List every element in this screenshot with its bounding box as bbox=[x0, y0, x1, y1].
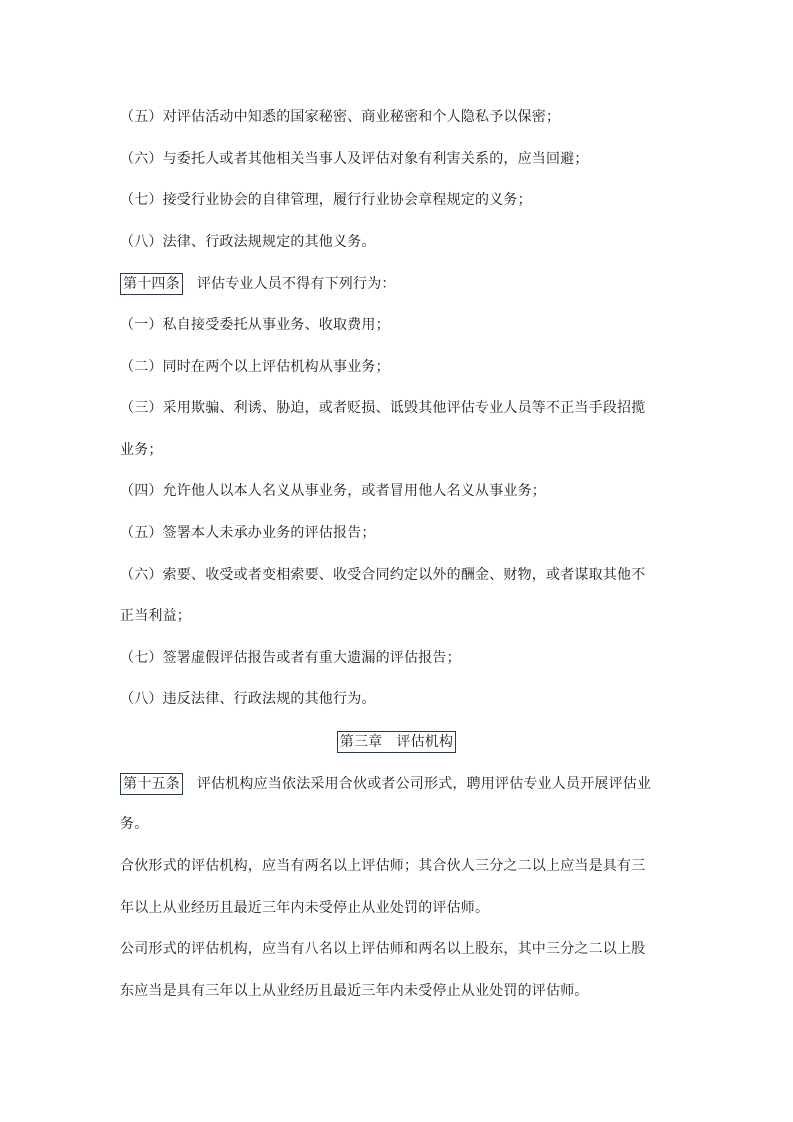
paragraph-line: 务。 bbox=[120, 816, 149, 832]
paragraph-line: 东应当是具有三年以上从业经历且最近三年内未受停止从业处罚的评估师。 bbox=[120, 983, 589, 999]
clause-line: 业务； bbox=[120, 442, 163, 458]
paragraph-line: 合伙形式的评估机构，应当有两名以上评估师；其合伙人三分之二以上应当是具有三 bbox=[120, 858, 646, 874]
chapter-label: 第三章 bbox=[339, 734, 383, 750]
clause-line: 正当利益； bbox=[120, 608, 191, 624]
clause-line: （六）与委托人或者其他相关当事人及评估对象有利害关系的，应当回避； bbox=[120, 151, 589, 167]
article-14-text: 评估专业人员不得有下列行为： bbox=[196, 276, 396, 292]
article-14-heading bbox=[120, 273, 680, 295]
clause-line: （七）签署虚假评估报告或者有重大遗漏的评估报告； bbox=[120, 650, 461, 666]
article-15-heading bbox=[120, 773, 680, 795]
article-14-label: 第十四条 bbox=[120, 273, 183, 295]
clause-line: （三）采用欺骗、利诱、胁迫，或者贬损、诋毁其他评估专业人员等不正当手段招揽 bbox=[120, 400, 646, 416]
clause-line: （五）签署本人未承办业务的评估报告； bbox=[120, 525, 376, 541]
article-15-text: 评估机构应当依法采用合伙或者公司形式，聘用评估专业人员开展评估业 bbox=[196, 776, 652, 792]
paragraph-line: 年以上从业经历且最近三年内未受停止从业处罚的评估师。 bbox=[120, 900, 490, 916]
clause-line: （一）私自接受委托从事业务、收取费用； bbox=[120, 317, 390, 333]
clause-line: （二）同时在两个以上评估机构从事业务； bbox=[120, 359, 390, 375]
clause-line: （七）接受行业协会的自律管理，履行行业协会章程规定的义务； bbox=[120, 192, 532, 208]
clause-line: （六）索要、收受或者变相索要、收受合同约定以外的酬金、财物，或者谋取其他不 bbox=[120, 567, 646, 583]
paragraph-line: 公司形式的评估机构，应当有八名以上评估师和两名以上股东，其中三分之二以上股 bbox=[120, 941, 646, 957]
article-15-label: 第十五条 bbox=[120, 773, 183, 795]
chapter-heading bbox=[0, 731, 793, 753]
chapter-title: 评估机构 bbox=[396, 734, 454, 750]
clause-line: （四）允许他人以本人名义从事业务，或者冒用他人名义从事业务； bbox=[120, 483, 546, 499]
chapter-heading-box bbox=[337, 731, 456, 753]
clause-line: （八）法律、行政法规规定的其他义务。 bbox=[120, 234, 376, 250]
clause-line: （八）违反法律、行政法规的其他行为。 bbox=[120, 691, 376, 707]
clause-line: （五）对评估活动中知悉的国家秘密、商业秘密和个人隐私予以保密； bbox=[120, 109, 561, 125]
